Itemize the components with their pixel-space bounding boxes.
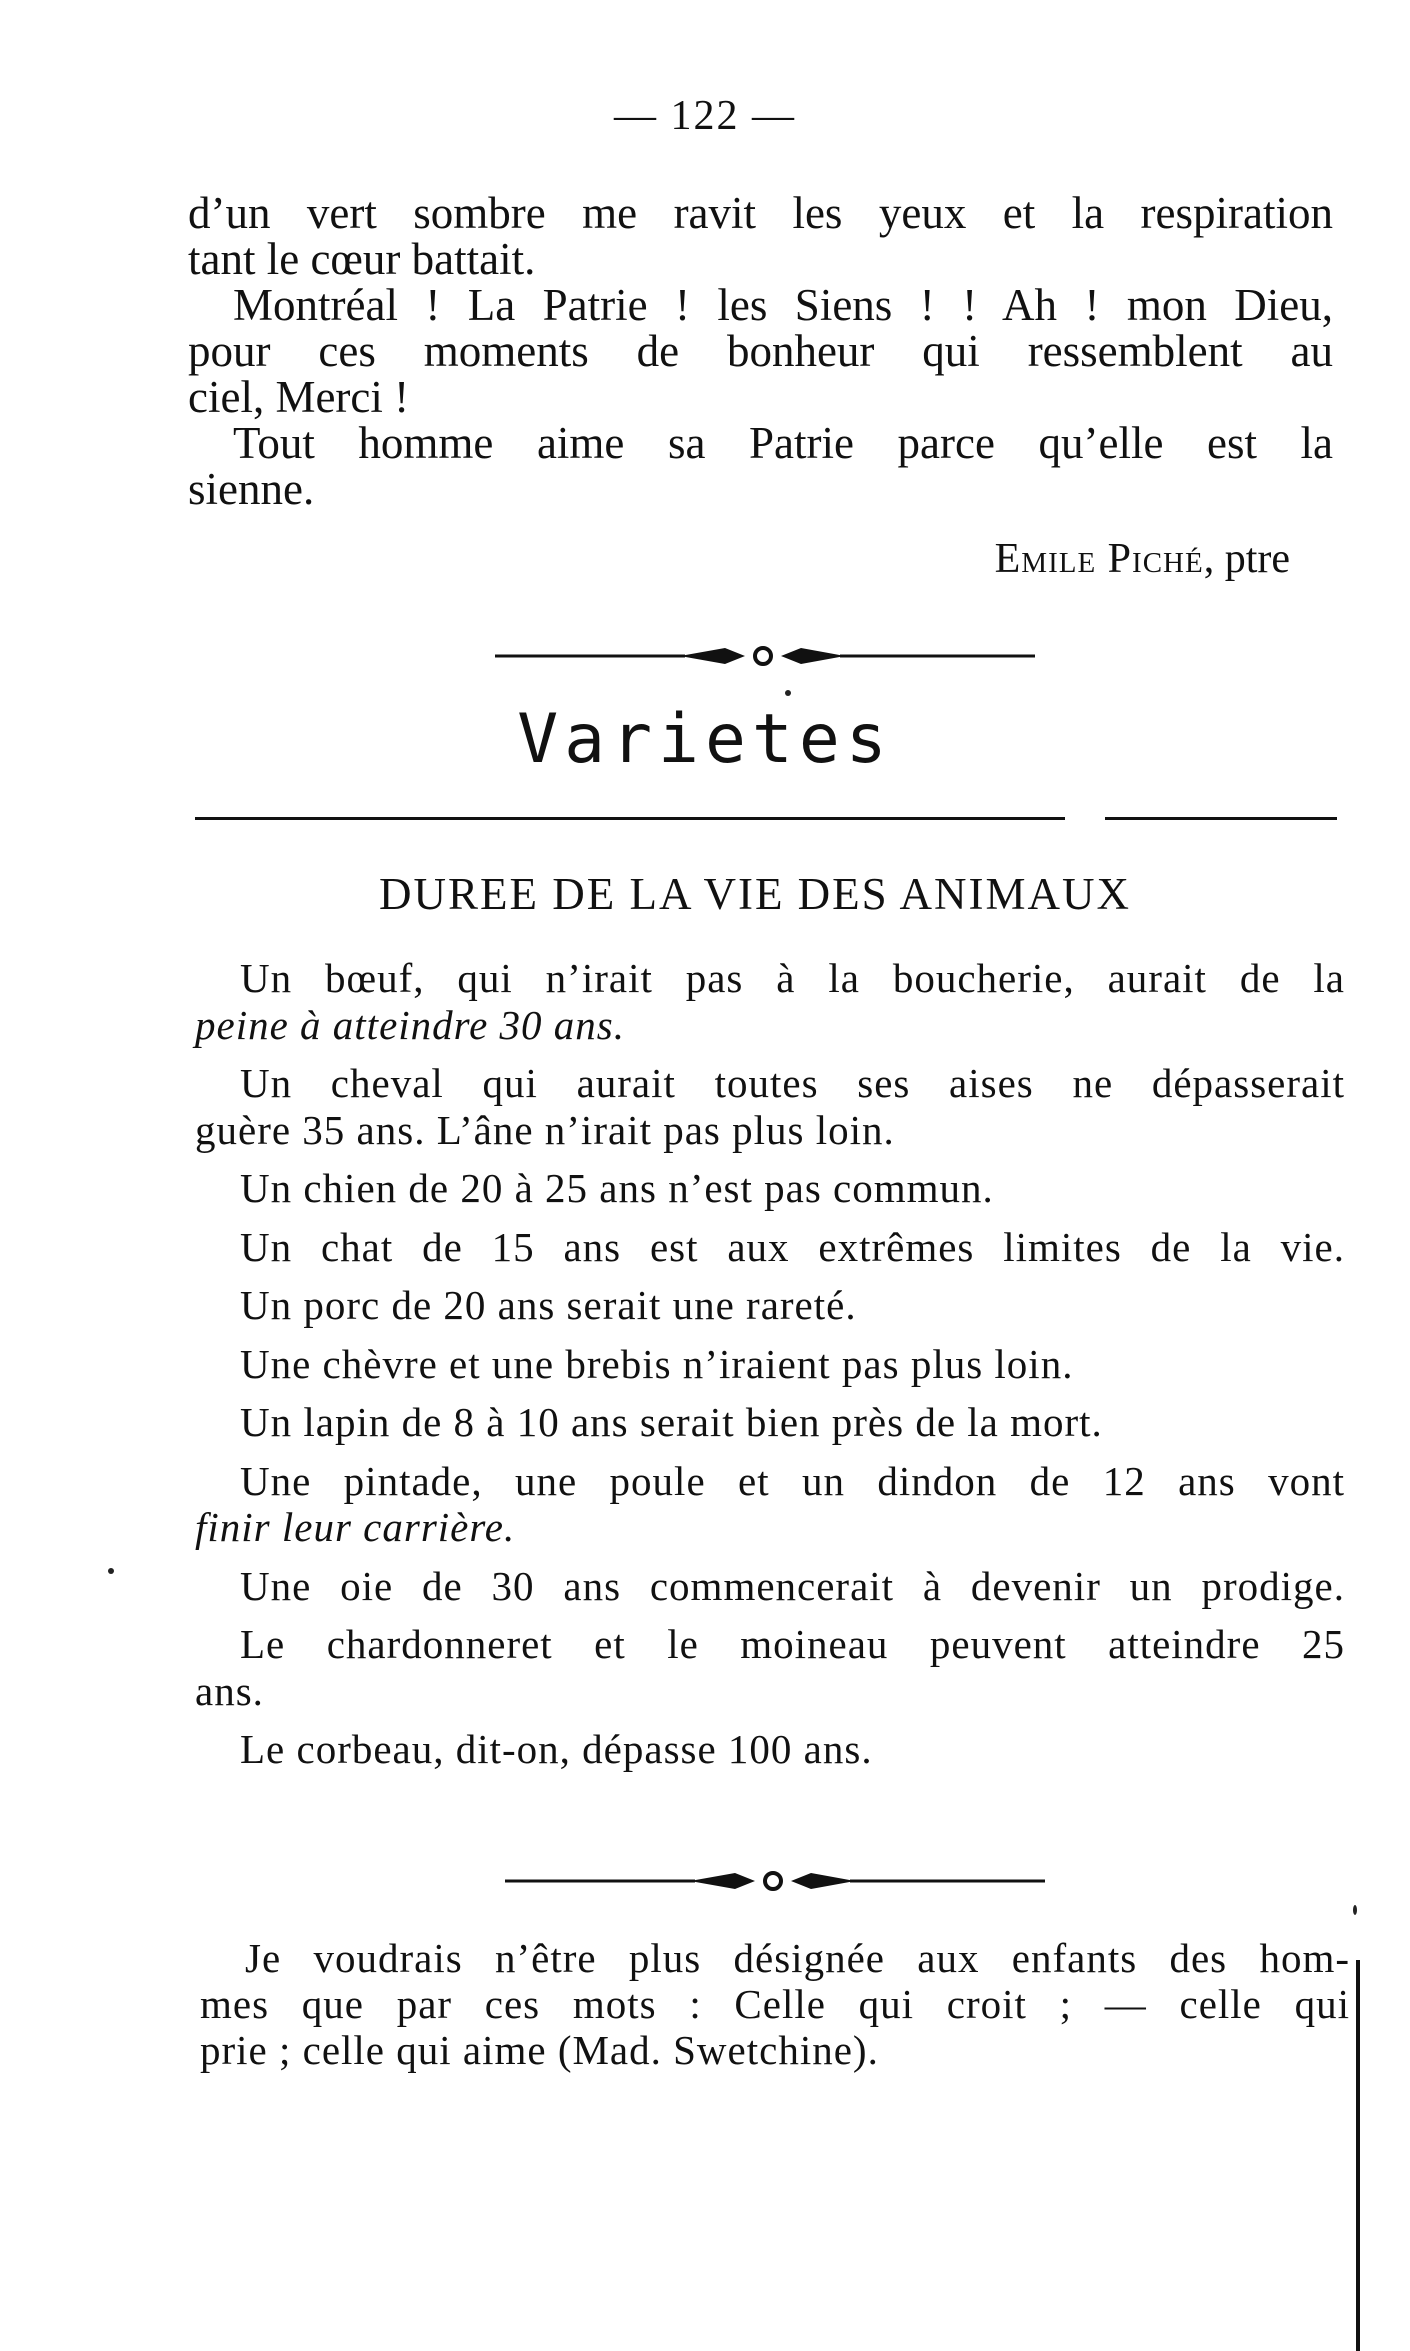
print-speck [785,690,791,696]
closing-quote [200,1935,1350,2073]
author-signature [995,535,1290,583]
entry-text: Un lapin de 8 à 10 ans serait bien près de la mort. [240,1399,1103,1445]
entry-text: Une oie de 30 ans commencerait à devenir un prodige. [240,1562,1345,1609]
entry-text: Le corbeau, dit-on, dépasse 100 ans. [240,1726,873,1772]
entry-text: Un porc de 20 ans serait une rareté. [240,1282,857,1328]
quote-line: Je voudrais n’être plus désignée aux enfants des hom- [245,1935,1350,1981]
section-subtitle: DUREE DE LA VIE DES ANIMAUX [379,869,1131,919]
print-speck [1353,1905,1357,1915]
list-item [195,955,1345,1048]
list-item [195,1341,1345,1388]
section-rule-left [195,817,1065,820]
opening-line: Tout homme aime sa Patrie parce qu’elle est la [233,418,1333,468]
page-edge-bar [1356,1960,1360,2351]
list-item [195,1399,1345,1446]
opening-line: sienne. [188,464,315,514]
quote-line: prie ; celle qui aime (Mad. Swetchine). [200,2027,879,2073]
print-speck [108,1568,114,1574]
entry-text: Un chat de 15 ans est aux extrêmes limites de la vie. [240,1223,1345,1270]
section-title: Varietes [517,700,893,779]
quote-line: mes que par ces mots : Celle qui croit ; — celle qui [200,1981,1350,2027]
author-name: Emile Piché [994,536,1204,582]
opening-line: Montréal ! La Patrie ! les Siens ! ! Ah ! mon Dieu, [233,280,1333,330]
entry-text: Une pintade, une poule et un dindon de 12 ans vont [240,1457,1345,1504]
list-item [195,1224,1345,1271]
entry-continuation: guère 35 ans. L’âne n’irait pas plus loin. [195,1106,895,1153]
entry-text: Une chèvre et une brebis n’iraient pas plus loin. [240,1340,1074,1387]
list-item [195,1726,1345,1773]
list-item [195,1165,1345,1212]
entry-continuation: finir leur carrière. [195,1504,516,1550]
list-item [195,1282,1345,1329]
opening-line: pour ces moments de bonheur qui ressemblent au [188,326,1333,376]
opening-line: d’un vert sombre me ravit les yeux et la respiration [188,188,1333,238]
list-item [195,1563,1345,1610]
list-item [195,1458,1345,1551]
list-item [195,1060,1345,1153]
ornament-divider-top [495,636,1035,676]
entry-text: Le chardonneret et le moineau peuvent atteindre 25 [240,1621,1345,1667]
opening-paragraph [188,190,1333,512]
entry-continuation: ans. [195,1667,264,1714]
entry-text: Un chien de 20 à 25 ans n’est pas commun. [240,1165,994,1211]
author-title: , ptre [1203,536,1290,582]
entry-text: Un cheval qui aurait toutes ses aises ne dépasserait [240,1060,1345,1106]
ornament-divider-bottom [505,1861,1045,1901]
page-number: — 122 — [614,93,796,139]
section-rule-right [1105,817,1337,820]
list-item [195,1621,1345,1714]
entry-text: Un bœuf, qui n’irait pas à la boucherie, aurait de la [240,955,1345,1001]
opening-line: tant le cœur battait. [188,234,536,284]
animal-lifespans-list [195,955,1345,1785]
opening-line: ciel, Merci ! [188,372,410,422]
entry-continuation: peine à atteindre 30 ans. [195,1001,625,1048]
